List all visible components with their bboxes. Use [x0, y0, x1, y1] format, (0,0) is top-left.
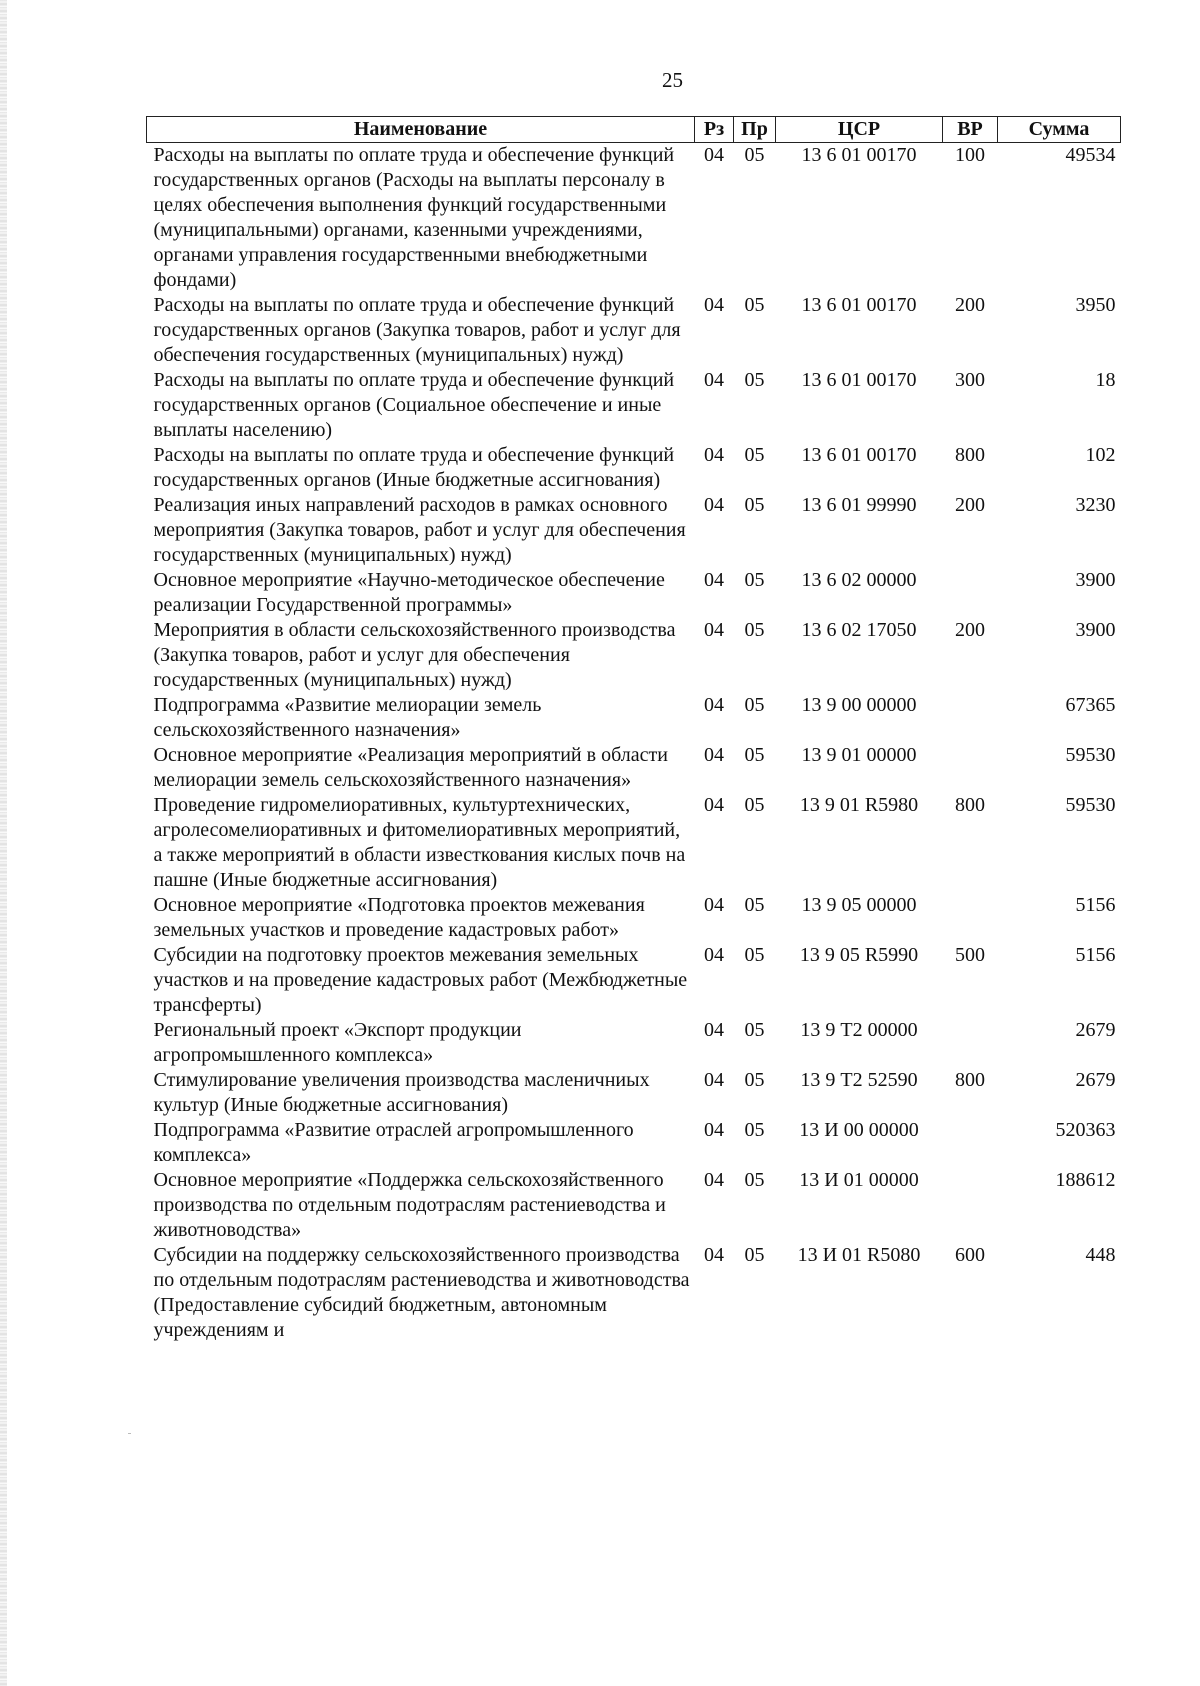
header-vr: ВР [943, 117, 998, 143]
row-name: Реализация иных направлений расходов в рамках основного мероприятия (Закупка товаров, работ и услуг для обеспечения государственных (муниципальных) нужд) [153, 494, 686, 566]
row-vr [943, 693, 998, 743]
row-name: Субсидии на подготовку проектов межевания земельных участков и на проведение кадастровых работ (Межбюджетные трансферты) [153, 944, 688, 1016]
scan-speck [128, 1433, 131, 1434]
row-sum: 5156 [1075, 944, 1116, 966]
row-rz: 04 [704, 894, 724, 916]
table-row [147, 693, 1121, 743]
row-vr [943, 1168, 998, 1243]
row-rz: 04 [704, 294, 724, 316]
row-rz: 04 [704, 144, 724, 166]
row-name: Субсидии на поддержку сельскохозяйственного производства по отдельным подотраслям растениеводства и животноводства (Предоставление субсидий бюджетным, автономным учреждениям и [153, 1244, 690, 1341]
row-rz: 04 [704, 569, 724, 591]
row-rz: 04 [704, 944, 724, 966]
row-rz: 04 [704, 1069, 724, 1091]
table-row [147, 1168, 1121, 1243]
row-name: Проведение гидромелиоративных, культуртехнических, агролесомелиоративных и фитомелиоративных мероприятий, а также мероприятий в области известкования кислых почв на пашне (Иные бюджетные ассигнования) [153, 794, 686, 891]
row-csr: 13 9 Т2 52590 [800, 1069, 918, 1091]
row-name: Основное мероприятие «Подготовка проектов межевания земельных участков и проведение кадастровых работ» [153, 894, 645, 941]
row-name: Региональный проект «Экспорт продукции агропромышленного комплекса» [153, 1019, 522, 1066]
row-pr: 05 [744, 1019, 765, 1041]
row-vr: 800 [955, 794, 985, 816]
row-vr: 500 [955, 944, 985, 966]
row-name: Подпрограмма «Развитие мелиорации земель сельскохозяйственного назначения» [153, 694, 542, 741]
row-vr [943, 893, 998, 943]
row-pr: 05 [744, 619, 765, 641]
row-vr [943, 568, 998, 618]
table-row [147, 618, 1121, 693]
row-rz: 04 [704, 1169, 724, 1191]
row-csr: 13 9 00 00000 [801, 694, 917, 716]
row-vr: 600 [955, 1244, 985, 1266]
row-rz: 04 [704, 369, 724, 391]
row-name: Расходы на выплаты по оплате труда и обеспечение функций государственных органов (Расходы на выплаты персоналу в целях обеспечения выполнения функций государственными (муниципальными) органами, казенными учреждениями, органами управления государственными внебюджетными фондами) [153, 144, 675, 291]
row-vr: 800 [955, 1069, 985, 1091]
row-name: Основное мероприятие «Реализация мероприятий в области мелиорации земель сельскохозяйственного назначения» [153, 744, 668, 791]
table-header-row [147, 117, 1121, 143]
row-sum: 2679 [1075, 1019, 1116, 1041]
row-vr: 200 [955, 294, 985, 316]
table-row [147, 793, 1121, 893]
row-sum: 59530 [1065, 794, 1116, 816]
row-sum: 520363 [1055, 1119, 1116, 1141]
row-pr: 05 [744, 1244, 765, 1266]
row-csr: 13 6 02 00000 [801, 569, 917, 591]
row-pr: 05 [744, 569, 765, 591]
row-csr: 13 9 05 R5990 [799, 944, 919, 966]
header-pr: Пр [734, 117, 776, 143]
row-pr: 05 [744, 294, 765, 316]
table-row [147, 1118, 1121, 1168]
row-rz: 04 [704, 794, 724, 816]
row-pr: 05 [744, 1119, 765, 1141]
row-pr: 05 [744, 1169, 765, 1191]
row-name: Мероприятия в области сельскохозяйственного производства (Закупка товаров, работ и услуг для обеспечения государственных (муниципальных) нужд) [153, 619, 676, 691]
row-rz: 04 [704, 694, 724, 716]
row-vr: 200 [955, 619, 985, 641]
table-row [147, 443, 1121, 493]
row-csr: 13 И 00 00000 [799, 1119, 919, 1141]
row-pr: 05 [744, 144, 765, 166]
header-sum: Сумма [998, 117, 1121, 143]
row-csr: 13 9 01 00000 [801, 744, 917, 766]
row-vr [943, 1018, 998, 1068]
row-csr: 13 6 01 00170 [801, 444, 917, 466]
row-vr: 800 [955, 444, 985, 466]
row-rz: 04 [704, 619, 724, 641]
row-sum: 188612 [1055, 1169, 1116, 1191]
row-name: Расходы на выплаты по оплате труда и обеспечение функций государственных органов (Социальное обеспечение и иные выплаты населению) [153, 369, 675, 441]
row-vr: 200 [955, 494, 985, 516]
row-rz: 04 [704, 744, 724, 766]
table-row [147, 568, 1121, 618]
row-rz: 04 [704, 444, 724, 466]
row-csr: 13 9 Т2 00000 [800, 1019, 918, 1041]
row-sum: 18 [1095, 369, 1116, 391]
row-sum: 3900 [1075, 569, 1116, 591]
row-sum: 102 [1085, 444, 1116, 466]
table-row [147, 293, 1121, 368]
row-pr: 05 [744, 894, 765, 916]
row-pr: 05 [744, 444, 765, 466]
row-sum: 2679 [1075, 1069, 1116, 1091]
table-row [147, 943, 1121, 1018]
header-csr: ЦСР [776, 117, 943, 143]
row-vr: 300 [955, 369, 985, 391]
row-pr: 05 [744, 369, 765, 391]
row-name: Расходы на выплаты по оплате труда и обеспечение функций государственных органов (Закупка товаров, работ и услуг для обеспечения государственных (муниципальных) нужд) [153, 294, 681, 366]
row-vr [943, 743, 998, 793]
row-csr: 13 9 01 R5980 [799, 794, 919, 816]
row-csr: 13 9 05 00000 [801, 894, 917, 916]
table-row [147, 143, 1121, 294]
table-row [147, 1068, 1121, 1118]
table-row [147, 1243, 1121, 1343]
row-csr: 13 6 02 17050 [801, 619, 917, 641]
row-sum: 49534 [1065, 144, 1116, 166]
row-name: Стимулирование увеличения производства масленичниых культур (Иные бюджетные ассигнования) [153, 1069, 650, 1116]
page-number: 25 [662, 68, 683, 92]
row-vr: 100 [955, 144, 985, 166]
row-csr: 13 6 01 00170 [801, 294, 917, 316]
row-sum: 3950 [1075, 294, 1116, 316]
row-pr: 05 [744, 744, 765, 766]
row-sum: 3900 [1075, 619, 1116, 641]
row-name: Основное мероприятие «Поддержка сельскохозяйственного производства по отдельным подотраслям растениеводства и животноводства» [153, 1169, 666, 1241]
row-sum: 448 [1085, 1244, 1116, 1266]
table-row [147, 893, 1121, 943]
row-name: Основное мероприятие «Научно-методическое обеспечение реализации Государственной программы» [153, 569, 665, 616]
table-row [147, 1018, 1121, 1068]
header-name: Наименование [147, 117, 695, 143]
row-sum: 59530 [1065, 744, 1116, 766]
table-row [147, 743, 1121, 793]
row-csr: 13 6 01 99990 [801, 494, 917, 516]
row-pr: 05 [744, 794, 765, 816]
row-csr: 13 И 01 R5080 [797, 1244, 921, 1266]
row-pr: 05 [744, 1069, 765, 1091]
row-rz: 04 [704, 494, 724, 516]
scan-edge [0, 0, 7, 1686]
row-pr: 05 [744, 694, 765, 716]
budget-table [146, 116, 1121, 1343]
row-name: Расходы на выплаты по оплате труда и обеспечение функций государственных органов (Иные бюджетные ассигнования) [153, 444, 675, 491]
row-rz: 04 [704, 1244, 724, 1266]
row-rz: 04 [704, 1019, 724, 1041]
row-csr: 13 6 01 00170 [801, 144, 917, 166]
row-pr: 05 [744, 494, 765, 516]
row-rz: 04 [704, 1119, 724, 1141]
row-sum: 5156 [1075, 894, 1116, 916]
row-pr: 05 [744, 944, 765, 966]
table-row [147, 368, 1121, 443]
row-csr: 13 6 01 00170 [801, 369, 917, 391]
header-rz: Рз [695, 117, 734, 143]
row-sum: 67365 [1065, 694, 1116, 716]
row-csr: 13 И 01 00000 [799, 1169, 919, 1191]
table-row [147, 493, 1121, 568]
row-vr [943, 1118, 998, 1168]
row-name: Подпрограмма «Развитие отраслей агропромышленного комплекса» [153, 1119, 634, 1166]
row-sum: 3230 [1075, 494, 1116, 516]
